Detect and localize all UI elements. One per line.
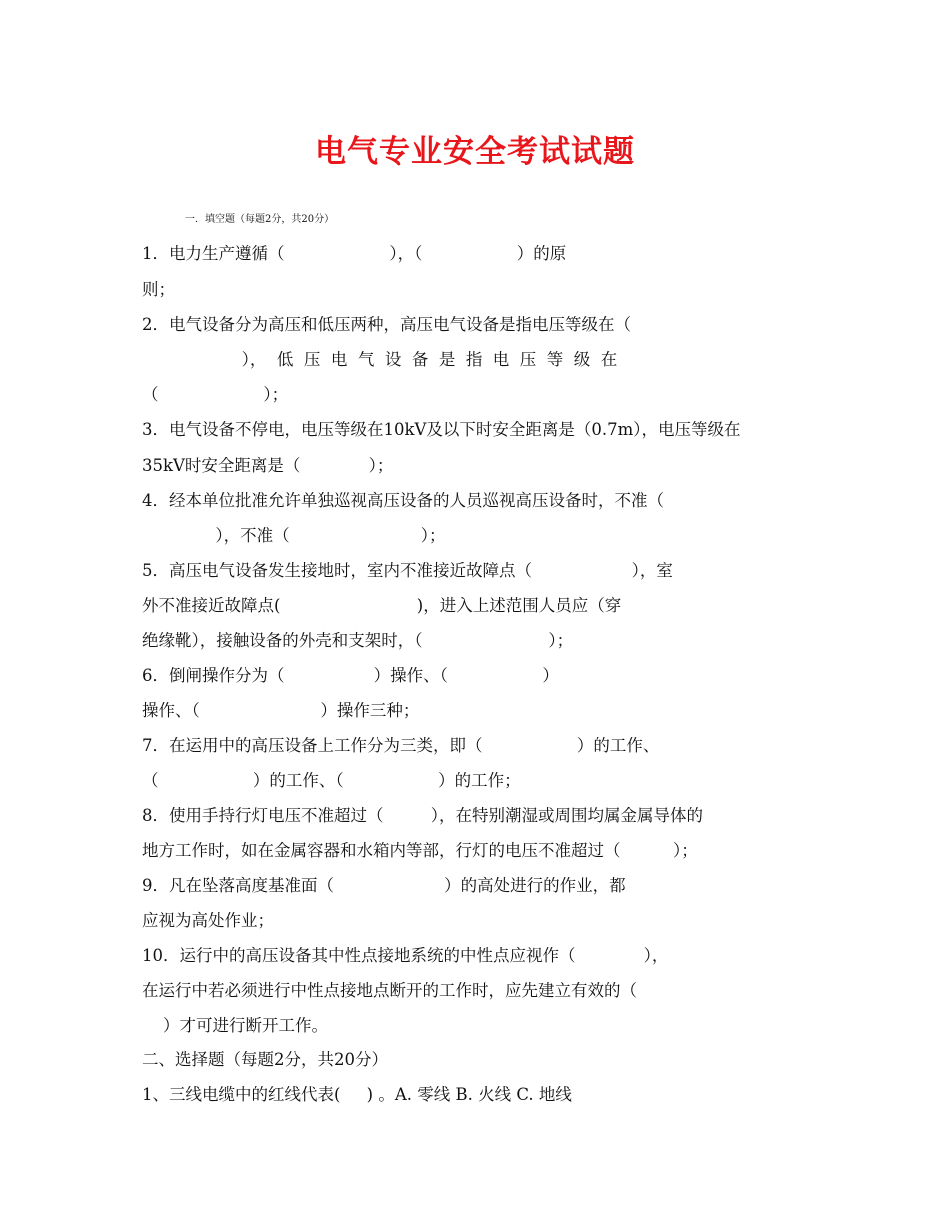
question-line: 7．在运用中的高压设备上工作分为三类，即（ ）的工作、 <box>142 736 660 755</box>
section-heading-choice: 二、选择题（每题2分，共20分） <box>142 1050 388 1069</box>
question-line: 绝缘靴），接触设备的外壳和支架时，（ ）； <box>142 631 574 650</box>
question-line: 8．使用手持行灯电压不准超过（ ），在特别潮湿或周围均属金属导体的 <box>142 806 703 825</box>
question-line: 3．电气设备不停电，电压等级在10kV及以下时安全距离是（0.7m），电压等级在 <box>142 420 741 439</box>
question-line: 在运行中若必须进行中性点接地点断开的工作时，应先建立有效的（ <box>142 981 637 1000</box>
question-line: 5．高压电气设备发生接地时，室内不准接近故障点（ ），室 <box>142 561 673 580</box>
question-line: 1、三线电缆中的红线代表( ) 。A. 零线 B. 火线 C. 地线 <box>142 1085 572 1104</box>
question-line: 1．电力生产遵循（ ），（ ）的原 <box>142 244 567 263</box>
question-line: 外不准接近故障点( )，进入上述范围人员应（穿 <box>142 596 622 615</box>
question-line: ），不准（ ）； <box>142 526 446 545</box>
question-line: 则； <box>142 280 175 299</box>
document-title: 电气专业安全考试试题 <box>315 134 635 170</box>
question-line: 操作、（ ）操作三种； <box>142 701 420 720</box>
question-line: 地方工作时，如在金属容器和水箱内等部，行灯的电压不准超过（ ）； <box>142 841 698 860</box>
question-line: 35kV时安全距离是（ ）； <box>142 456 394 475</box>
question-line: 应视为高处作业； <box>142 911 274 930</box>
question-line: 10．运行中的高压设备其中性点接地系统的中性点应视作（ ）， <box>142 946 669 965</box>
question-line: 6．倒闸操作分为（ ）操作、（ ） <box>142 666 559 685</box>
question-line: 9．凡在坠落高度基准面（ ）的高处进行的作业，都 <box>142 876 626 895</box>
question-line: ）， 低 压 电 气 设 备 是 指 电 压 等 级 在 <box>142 350 618 369</box>
question-line: （ ）的工作、（ ）的工作； <box>142 771 521 790</box>
question-line: 2．电气设备分为高压和低压两种，高压电气设备是指电压等级在（ <box>142 315 631 334</box>
section-heading-fill-in: 一．填空题（每题2分，共20分） <box>185 214 335 225</box>
question-line: （ ）； <box>142 385 289 404</box>
question-line: ）才可进行断开工作。 <box>142 1016 328 1035</box>
question-line: 4．经本单位批准允许单独巡视高压设备的人员巡视高压设备时，不准（ <box>142 491 664 510</box>
